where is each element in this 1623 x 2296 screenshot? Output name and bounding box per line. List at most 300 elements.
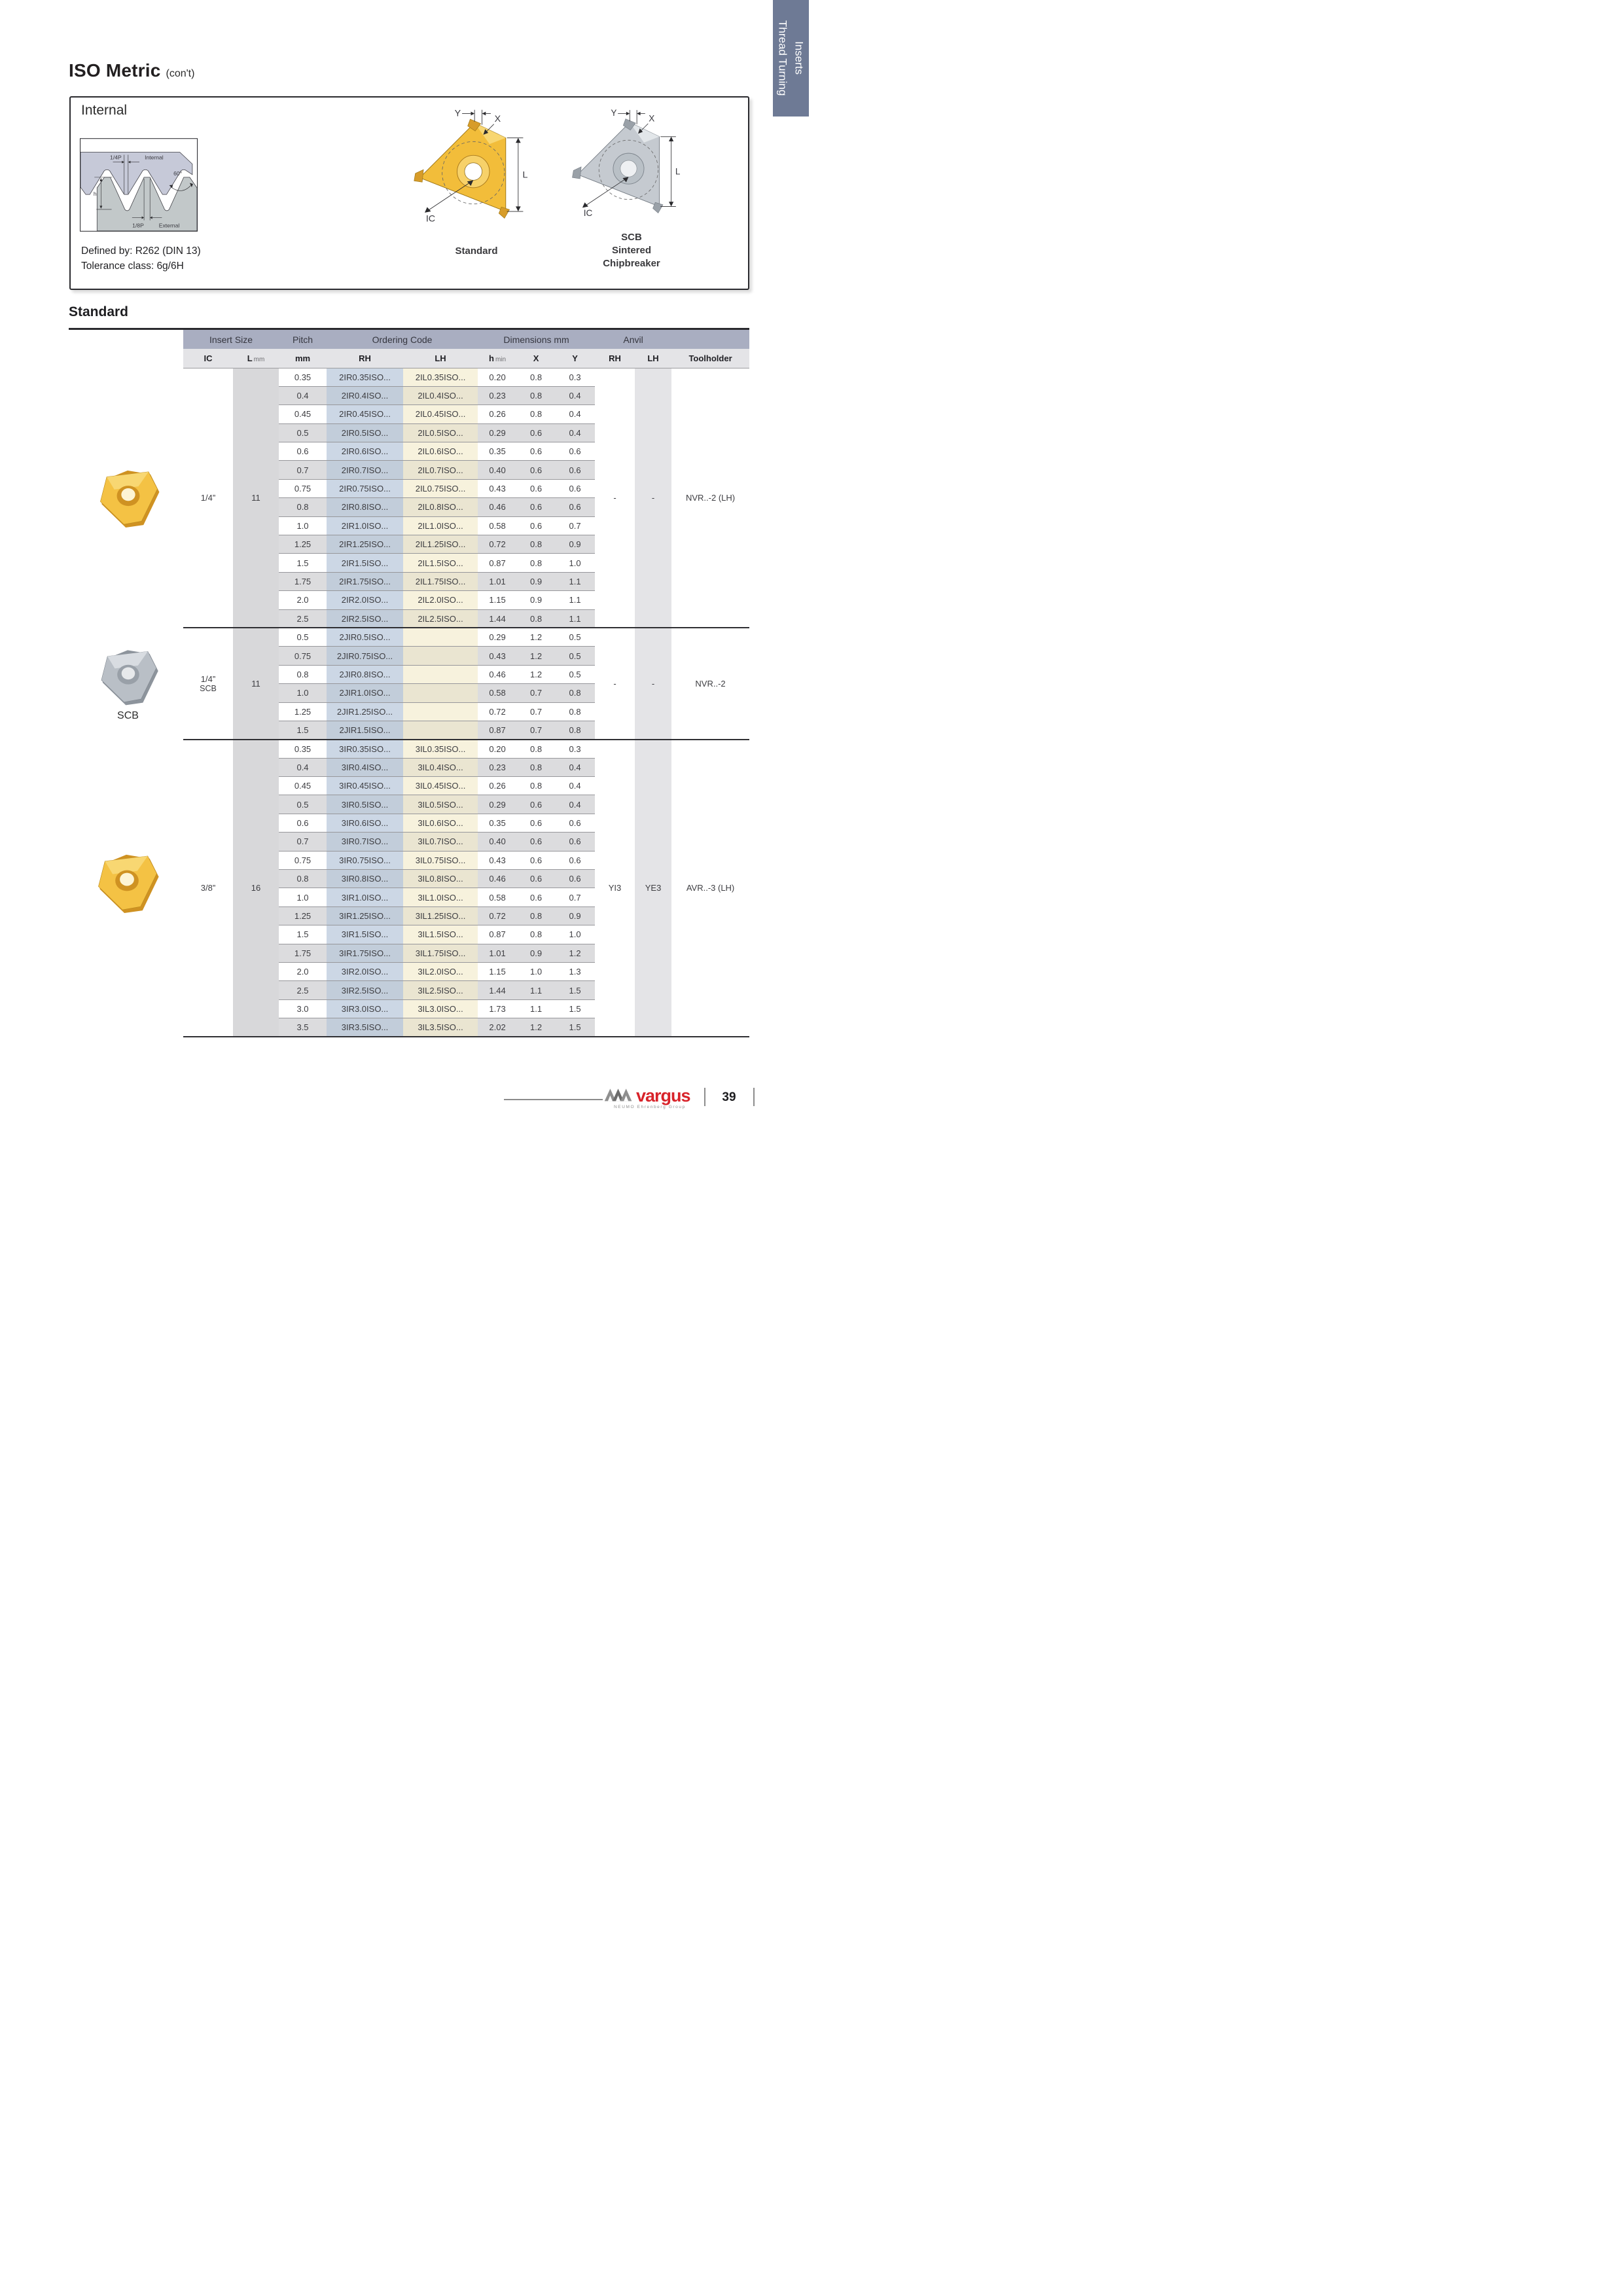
table-cell: 2JIR0.8ISO... [327,665,403,683]
table-cell: 1.1 [517,999,555,1018]
table-cell: 2IL0.8ISO... [403,498,478,516]
table-cell: 0.4 [555,386,595,404]
table-cell: 2IR0.6ISO... [327,442,403,461]
standard-drawing-caption: Standard [455,245,498,257]
table-cell: 2IL0.5ISO... [403,423,478,442]
col-header-y: Y [555,349,595,368]
table-cell: 3IL1.25ISO... [403,906,478,925]
table-cell: 1.25 [279,535,327,554]
diagram-internal-label: Internal [145,154,164,161]
table-cell: 2JIR0.75ISO... [327,647,403,665]
table-cell: 3IL1.75ISO... [403,944,478,962]
page-title-main: ISO Metric [69,60,161,81]
table-cell: 0.7 [279,833,327,851]
table-cell: 2IL0.75ISO... [403,479,478,497]
catalog-page [0,0,812,1148]
table-cell: 0.6 [555,498,595,516]
table-cell: 0.8 [517,777,555,795]
table-cell: 2.0 [279,591,327,609]
table-cell: 2JIR1.25ISO... [327,702,403,721]
table-cell: 0.9 [517,572,555,590]
table-cell: 1.0 [279,684,327,702]
internal-info-box [69,96,749,290]
defined-by-text: Defined by: R262 (DIN 13) [81,245,201,257]
table-cell: 3IL1.5ISO... [403,925,478,944]
table-cell: 0.7 [517,721,555,739]
table-cell: 0.40 [478,833,517,851]
table-cell: 0.6 [517,888,555,906]
table-cell: 3.5 [279,1018,327,1037]
table-cell: 0.8 [517,740,555,758]
table-cell: 2IR2.0ISO... [327,591,403,609]
table-cell: 0.8 [555,702,595,721]
table-cell: 0.75 [279,647,327,665]
table-cell: - [635,628,671,739]
table-cell: 1.15 [478,963,517,981]
table-cell: 0.5 [555,647,595,665]
col-group-ordering-code: Ordering Code [327,330,478,349]
table-cell [403,684,478,702]
table-cell: 0.6 [555,461,595,479]
table-cell: 0.7 [555,516,595,535]
table-cell: 3IL0.4ISO... [403,758,478,776]
vargus-logo-mark [603,1086,637,1103]
table-cell: 1.2 [555,944,595,962]
table-cell: 1.75 [279,944,327,962]
col-header-anvil-lh: LH [635,349,671,368]
table-cell: 0.72 [478,535,517,554]
table-cell: 3IR3.0ISO... [327,999,403,1018]
table-cell: 2IR0.7ISO... [327,461,403,479]
table-cell: 0.6 [517,461,555,479]
table-cell: 3IR0.75ISO... [327,851,403,869]
standard-inserts-table [183,330,749,1037]
table-cell: 0.8 [279,870,327,888]
table-cell: 3IR1.25ISO... [327,906,403,925]
table-row [183,368,749,386]
table-cell: 3IL1.0ISO... [403,888,478,906]
insert-photo-standard-threeeighths [85,849,168,917]
table-group-header-row [183,330,749,349]
table-cell: 0.9 [517,944,555,962]
ic-cell: 1/4” [200,492,216,503]
diagram-h-label: h [93,190,97,198]
table-cell: 1.5 [279,554,327,572]
standard-insert-drawing [411,105,542,240]
table-cell: 0.29 [478,423,517,442]
table-cell: 0.6 [555,442,595,461]
table-cell: 0.35 [279,740,327,758]
scb-dim-l-label: L [675,166,681,177]
table-cell: 2.0 [279,963,327,981]
table-cell: 3.0 [279,999,327,1018]
col-header-toolholder: Toolholder [671,349,749,368]
table-cell: 0.58 [478,888,517,906]
table-cell: 0.20 [478,368,517,386]
table-cell: 3IR1.0ISO... [327,888,403,906]
col-header-anvil-rh: RH [595,349,635,368]
tolerance-text: Tolerance class: 6g/6H [81,260,184,272]
table-cell: 0.6 [517,851,555,869]
table-cell: 2IL1.75ISO... [403,572,478,590]
table-cell [403,665,478,683]
table-cell: 1.01 [478,572,517,590]
table-cell: 0.9 [555,535,595,554]
table-cell: 0.6 [517,423,555,442]
table-cell: 1.1 [517,981,555,999]
table-cell: 3IR0.4ISO... [327,758,403,776]
table-cell: 0.5 [279,628,327,646]
table-cell: 0.87 [478,721,517,739]
table-cell: 2IR1.75ISO... [327,572,403,590]
table-cell: 0.4 [555,405,595,423]
table-cell: 0.6 [555,479,595,497]
table-cell: 2IL0.35ISO... [403,368,478,386]
page-title [69,60,194,81]
table-cell: 2IL0.7ISO... [403,461,478,479]
table-cell: 0.45 [279,405,327,423]
table-cell: 0.46 [478,498,517,516]
table-cell: 2IL1.0ISO... [403,516,478,535]
table-cell: 0.75 [279,851,327,869]
table-cell: - [635,368,671,628]
table-cell: 1.0 [279,888,327,906]
table-cell: 0.6 [555,851,595,869]
table-cell: 2IL1.5ISO... [403,554,478,572]
vargus-logo [603,1086,690,1103]
table-cell: 0.6 [279,442,327,461]
table-cell: - [595,628,635,739]
scb-drawing-caption [563,231,700,270]
table-cell: 0.43 [478,647,517,665]
table-cell: 0.20 [478,740,517,758]
table-cell: 0.6 [555,814,595,832]
table-cell: 1.1 [555,572,595,590]
ic-cell: 3/8” [183,740,233,1037]
table-cell: 0.5 [555,665,595,683]
table-cell: 0.4 [555,777,595,795]
internal-heading: Internal [81,103,128,118]
table-cell: 2IR1.5ISO... [327,554,403,572]
table-cell: YE3 [635,740,671,1037]
table-cell: 0.8 [279,498,327,516]
table-cell: 0.7 [517,702,555,721]
table-sub-header-row [183,349,749,368]
table-cell: 0.7 [555,888,595,906]
table-cell: 0.46 [478,870,517,888]
table-cell: 2IR0.4ISO... [327,386,403,404]
table-cell: 3IR2.0ISO... [327,963,403,981]
table-cell: 3IL3.5ISO... [403,1018,478,1037]
table-cell: 3IL0.6ISO... [403,814,478,832]
table-cell: AVR..-3 (LH) [671,740,749,1037]
table-row [183,628,749,646]
col-header-hmin: h min [478,349,517,368]
table-cell: YI3 [595,740,635,1037]
table-row [183,740,749,758]
diagram-eighth-p-label: 1/8P [132,222,144,229]
table-cell: 2.5 [279,981,327,999]
table-cell: 2IL0.6ISO... [403,442,478,461]
scb-dim-x-label: X [649,113,655,124]
table-cell: 0.6 [555,833,595,851]
table-cell: 3IR1.5ISO... [327,925,403,944]
table-cell: 0.6 [517,795,555,814]
table-cell: 0.8 [517,609,555,628]
table-cell: 0.5 [555,628,595,646]
table-cell: 0.23 [478,386,517,404]
col-header-lh: LH [403,349,478,368]
table-cell: 2IR2.5ISO... [327,609,403,628]
table-cell: 2IR0.5ISO... [327,423,403,442]
table-cell: 0.87 [478,554,517,572]
table-cell: 2IL2.0ISO... [403,591,478,609]
vargus-logo-text: vargus [636,1086,690,1105]
table-cell: 3IL0.45ISO... [403,777,478,795]
table-cell: 0.6 [555,870,595,888]
table-cell: 0.6 [517,870,555,888]
table-cell: 0.35 [478,442,517,461]
table-cell: NVR..-2 (LH) [685,492,736,503]
table-cell: 0.9 [517,591,555,609]
table-cell: 0.8 [555,684,595,702]
table-cell: 3IL2.5ISO... [403,981,478,999]
table-cell: 1.25 [279,906,327,925]
table-cell [403,721,478,739]
table-cell: 1.5 [555,1018,595,1037]
table-cell: 3IR0.45ISO... [327,777,403,795]
table-cell: 0.29 [478,628,517,646]
standard-dim-x-label: X [494,113,501,124]
table-cell: 0.26 [478,405,517,423]
table-cell: 2IR0.45ISO... [327,405,403,423]
table-cell: 2.5 [279,609,327,628]
table-cell: 0.8 [279,665,327,683]
table-cell: 0.6 [517,479,555,497]
scb-caption-line3: Chipbreaker [603,258,660,269]
table-cell: 0.6 [517,814,555,832]
col-group-anvil: Anvil [595,330,671,349]
table-cell: 0.26 [478,777,517,795]
table-cell: 11 [233,628,279,739]
table-cell: 1.75 [279,572,327,590]
table-cell: 2IR0.75ISO... [327,479,403,497]
table-cell: 1.5 [555,999,595,1018]
insert-photo-scb [88,645,168,709]
col-group-dimensions: Dimensions mm [478,330,595,349]
standard-dim-l-label: L [522,170,528,181]
table-cell: 0.75 [279,479,327,497]
table-cell: 0.4 [279,758,327,776]
diagram-quarter-p-label: 1/4P [110,154,122,161]
table-cell: NVR..-2 [671,628,749,739]
table-cell: 0.58 [478,684,517,702]
table-cell: 1.0 [555,554,595,572]
ic-cell: 1/4” SCB [183,628,233,739]
table-cell: 0.3 [555,368,595,386]
table-cell: 1.2 [517,665,555,683]
table-cell: 11 [233,368,279,628]
table-cell: 16 [233,740,279,1037]
table-cell: 0.5 [279,423,327,442]
table-cell: 0.8 [517,405,555,423]
table-cell: 1.44 [478,609,517,628]
table-cell: 2IR0.35ISO... [327,368,403,386]
table-cell [403,702,478,721]
table-cell: 1.2 [517,1018,555,1037]
table-cell: 2IR0.8ISO... [327,498,403,516]
table-cell: 0.8 [517,554,555,572]
table-cell: 3IL3.0ISO... [403,999,478,1018]
table-cell [403,628,478,646]
table-cell: 0.23 [478,758,517,776]
table-cell: 0.9 [555,906,595,925]
table-cell: 2IR1.25ISO... [327,535,403,554]
table-cell: 0.6 [279,814,327,832]
table-cell: 0.72 [478,906,517,925]
table-cell: 3IR1.75ISO... [327,944,403,962]
table-cell: 0.7 [279,461,327,479]
standard-dim-ic-label: IC [425,213,436,224]
page-number: 39 [722,1090,736,1104]
footer-divider-right [753,1088,755,1106]
col-header-ic: IC [183,349,233,368]
table-cell: 1.5 [555,981,595,999]
table-cell: 2IR1.0ISO... [327,516,403,535]
col-group-pitch: Pitch [279,330,327,349]
table-cell: 1.73 [478,999,517,1018]
table-cell: 0.72 [478,702,517,721]
col-group-toolholder-spacer [671,330,749,349]
col-header-l: L mm [233,349,279,368]
table-cell: 0.6 [517,498,555,516]
diagram-angle-label: 60° [173,170,183,177]
diagram-external-label: External [158,222,180,229]
table-cell: 0.87 [478,925,517,944]
table-cell: 0.35 [478,814,517,832]
table-cell: 0.8 [517,368,555,386]
table-cell: 2JIR0.5ISO... [327,628,403,646]
table-cell: 0.6 [517,516,555,535]
table-cell: 1.3 [555,963,595,981]
table-cell: 0.46 [478,665,517,683]
side-tab-label [775,20,808,96]
table-cell: 1.5 [279,721,327,739]
table-cell: 3IL0.8ISO... [403,870,478,888]
table-cell: 2IL1.25ISO... [403,535,478,554]
table-cell: 0.4 [279,386,327,404]
table-cell: 2IL0.45ISO... [403,405,478,423]
table-cell: 1.15 [478,591,517,609]
table-cell: 3IR0.6ISO... [327,814,403,832]
col-header-rh: RH [327,349,403,368]
side-tab-thread-turning-inserts [773,0,809,117]
table-cell: 0.8 [517,925,555,944]
table-cell: 0.6 [517,833,555,851]
col-group-insert-size: Insert Size [183,330,279,349]
table-cell: 0.4 [555,423,595,442]
table-cell: 1.25 [279,702,327,721]
standard-dim-y-label: Y [454,108,461,119]
table-cell: 0.43 [478,851,517,869]
scb-photo-caption: SCB [117,710,139,721]
scb-insert-drawing [569,105,694,234]
table-cell: 1.0 [517,963,555,981]
table-cell: 0.35 [279,368,327,386]
table-cell: 0.45 [279,777,327,795]
table-cell: 3IL0.7ISO... [403,833,478,851]
table-cell: 0.29 [478,795,517,814]
table-cell: 1.0 [555,925,595,944]
scb-dim-y-label: Y [611,108,617,118]
page-title-suffix: (con't) [166,68,195,79]
table-cell: 3IL0.5ISO... [403,795,478,814]
table-cell: - [613,492,616,503]
table-cell: 0.4 [555,795,595,814]
table-cell: 2JIR1.0ISO... [327,684,403,702]
table-cell: 0.6 [517,442,555,461]
table-cell: 0.4 [555,758,595,776]
table-cell: 2JIR1.5ISO... [327,721,403,739]
footer-rule [504,1099,603,1100]
side-tab-line1: Thread Turning [776,20,789,96]
footer-divider-left [704,1088,705,1106]
table-cell: 3IR0.5ISO... [327,795,403,814]
table-cell: 0.58 [478,516,517,535]
table-cell: 0.8 [555,721,595,739]
scb-caption-line2: Sintered [611,245,651,256]
table-cell [403,647,478,665]
insert-photo-standard-quarter [88,465,168,531]
table-cell: 2IL2.5ISO... [403,609,478,628]
external-thread-profile [97,177,197,231]
col-header-x: X [517,349,555,368]
table-cell: 0.40 [478,461,517,479]
table-cell: 3IR0.35ISO... [327,740,403,758]
section-title-standard: Standard [69,304,129,319]
table-cell: 3IR0.7ISO... [327,833,403,851]
scb-caption-line1: SCB [621,232,642,243]
scb-dim-ic-label: IC [583,208,593,219]
table-cell: 2IL0.4ISO... [403,386,478,404]
side-tab-line2: Inserts [793,41,806,75]
table-cell: 1.2 [517,647,555,665]
table-cell: 3IL0.35ISO... [403,740,478,758]
table-cell: 1.01 [478,944,517,962]
table-cell: 3IR0.8ISO... [327,870,403,888]
table-cell: 0.3 [555,740,595,758]
table-cell: 0.7 [517,684,555,702]
table-cell: 1.5 [279,925,327,944]
table-cell: 0.43 [478,479,517,497]
table-cell: 0.8 [517,906,555,925]
table-cell: 1.1 [555,591,595,609]
vargus-logo-subtext: NEUMO Ehrenberg Group [614,1105,686,1109]
table-cell: 1.0 [279,516,327,535]
col-header-pitch-mm: mm [279,349,327,368]
table-cell: 0.8 [517,386,555,404]
table-cell: 3IR3.5ISO... [327,1018,403,1037]
table-cell: 0.8 [517,758,555,776]
table-cell: 3IL0.75ISO... [403,851,478,869]
table-cell: 0.8 [517,535,555,554]
table-cell: 1.44 [478,981,517,999]
table-cell: 0.5 [279,795,327,814]
table-cell: 3IR2.5ISO... [327,981,403,999]
table-cell: 2.02 [478,1018,517,1037]
thread-profile-diagram [80,138,198,232]
table-cell: 1.1 [555,609,595,628]
